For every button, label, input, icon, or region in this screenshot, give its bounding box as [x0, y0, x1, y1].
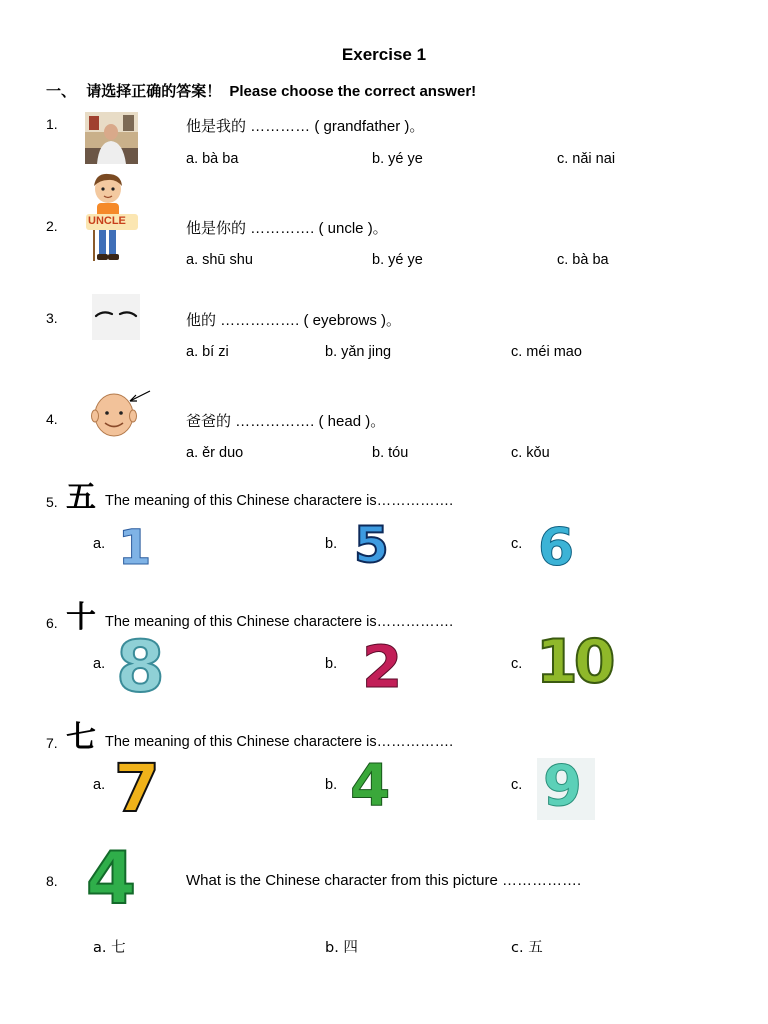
question-1-option-a[interactable]: a. bà ba — [186, 151, 239, 167]
question-5-option-b[interactable]: b. — [325, 536, 338, 552]
question-4-option-c[interactable]: c. kǒu — [511, 445, 550, 461]
question-6-option-b[interactable]: b. — [325, 656, 338, 672]
question-1-text: 他是我的 ………… ( grandfather )。 — [186, 118, 425, 135]
eyebrows-picture — [92, 294, 140, 340]
question-3-number: 3. — [46, 310, 58, 326]
question-2-option-c[interactable]: c. bà ba — [557, 252, 609, 268]
question-5-option-a[interactable]: a. — [93, 536, 106, 552]
heading-en: Please choose the correct answer! — [229, 83, 477, 100]
question-6-text: The meaning of this Chinese charactere is……………. — [105, 614, 454, 630]
heading-cn: 请选择正确的答案！ — [86, 82, 222, 100]
number-6-image: 6 — [538, 518, 575, 578]
question-7-option-b[interactable]: b. — [325, 777, 338, 793]
question-6-option-c[interactable]: c. — [511, 656, 523, 672]
question-5-char: 五 — [66, 480, 96, 515]
question-1-number: 1. — [46, 116, 58, 132]
question-3-text: 他的 ……………. ( eyebrows )。 — [186, 312, 402, 329]
section-heading — [46, 80, 476, 101]
uncle-cartoon — [86, 172, 138, 264]
question-4-number: 4. — [46, 411, 58, 427]
number-10-image: 10 — [536, 627, 612, 697]
question-2-option-b[interactable]: b. yé ye — [372, 252, 423, 268]
question-5-number: 5. — [46, 494, 58, 510]
number-9-image: 9 — [543, 754, 582, 819]
question-3-option-c[interactable]: c. méi mao — [511, 344, 582, 360]
question-4-text: 爸爸的 ……………. ( head )。 — [186, 413, 386, 430]
number-4-picture: 4 — [86, 836, 137, 920]
question-6-option-a[interactable]: a. — [93, 656, 106, 672]
question-6-char: 十 — [66, 600, 96, 635]
number-7-image: 7 — [114, 750, 160, 827]
question-4-option-a[interactable]: a. ěr duo — [186, 445, 244, 461]
question-7-char: 七 — [66, 720, 96, 755]
question-7-option-c[interactable]: c. — [511, 777, 523, 793]
question-5-text: The meaning of this Chinese charactere is……………. — [105, 493, 454, 509]
number-8-image: 8 — [116, 626, 165, 708]
question-2-number: 2. — [46, 218, 58, 234]
question-8-option-b[interactable]: b. 四 — [325, 940, 358, 956]
question-6-number: 6. — [46, 615, 58, 631]
number-1-image: 1 — [118, 520, 152, 576]
number-5-image: 5 — [354, 516, 389, 574]
page-title: Exercise 1 — [341, 45, 427, 64]
question-1-option-c[interactable]: c. nǎi nai — [557, 151, 616, 167]
question-8-number: 8. — [46, 873, 58, 889]
question-7-number: 7. — [46, 735, 58, 751]
question-1-option-b[interactable]: b. yé ye — [372, 151, 423, 167]
bald-head-picture — [90, 388, 154, 440]
question-8-option-c[interactable]: c. 五 — [511, 940, 543, 956]
uncle-badge-text: UNCLE — [88, 215, 126, 227]
question-5-option-c[interactable]: c. — [511, 536, 523, 552]
question-8-text: What is the Chinese character from this picture ……………. — [186, 872, 582, 889]
question-4-option-b[interactable]: b. tóu — [372, 445, 409, 461]
question-8-option-a[interactable]: a. 七 — [93, 940, 126, 956]
question-7-option-a[interactable]: a. — [93, 777, 106, 793]
question-2-option-a[interactable]: a. shū shu — [186, 252, 253, 268]
grandfather-photo — [85, 112, 138, 164]
heading-prefix: 一、 — [46, 82, 77, 100]
number-2-image: 2 — [362, 633, 403, 701]
question-3-option-a[interactable]: a. bí zi — [186, 344, 229, 360]
question-7-text: The meaning of this Chinese charactere is……………. — [105, 734, 454, 750]
question-3-option-b[interactable]: b. yǎn jing — [325, 344, 392, 360]
number-4-image: 4 — [350, 751, 391, 819]
question-2-text: 他是你的 …………. ( uncle )。 — [186, 220, 388, 237]
